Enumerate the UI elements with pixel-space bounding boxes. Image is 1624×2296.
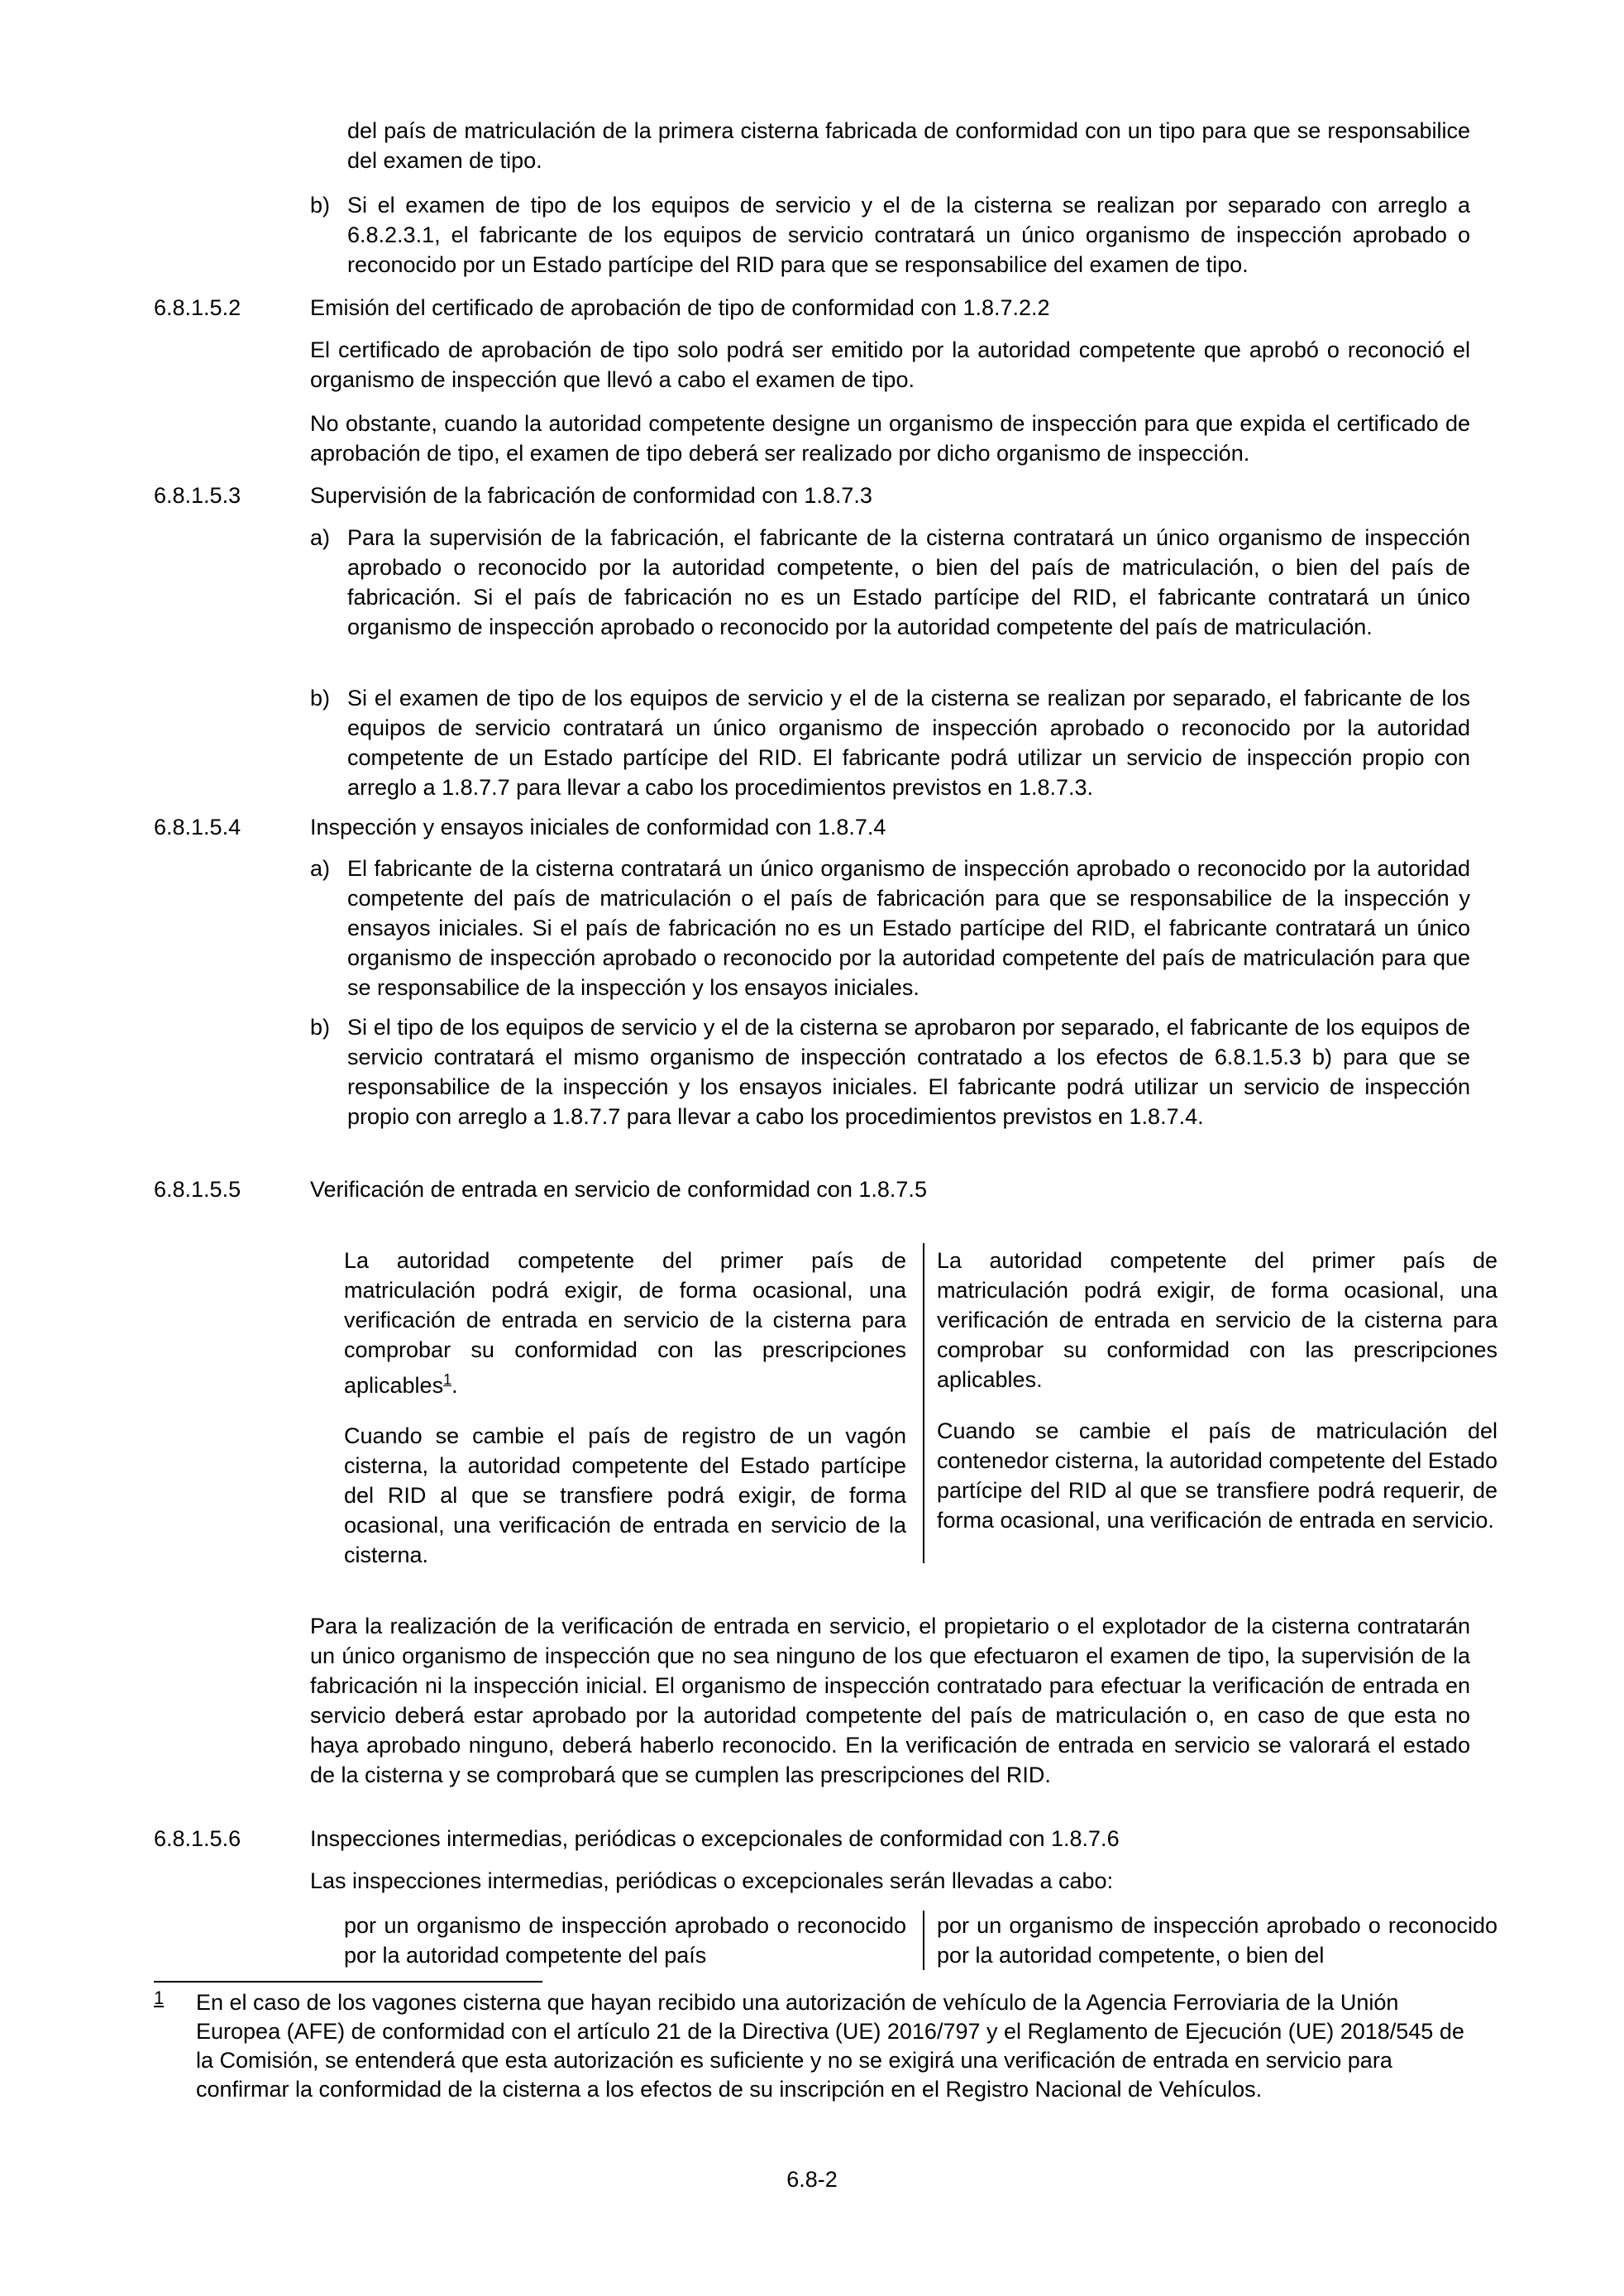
section-number: 6.8.1.5.5 — [154, 1177, 241, 1202]
section-number: 6.8.1.5.2 — [154, 295, 241, 320]
rid-column-paragraph: por un organismo de inspección aprobado o reconocido por la autoridad competente del país — [344, 1913, 906, 1968]
item-b-text: Si el examen de tipo de los equipos de servicio y el de la cisterna se realizan por separado con arreglo a 6.8.2.3.1, el fabricante de los equipos de servicio contratará un único organismo de inspección aprobado o reconocido por un Estado partícipe del RID para que se responsabilice del examen de tipo. — [347, 193, 1470, 277]
item-label: a) — [310, 525, 331, 550]
section-heading: Supervisión de la fabricación de conformidad con 1.8.7.3 — [310, 483, 872, 508]
section-heading: Inspección y ensayos iniciales de conformidad con 1.8.7.4 — [310, 815, 886, 839]
item-label: b) — [310, 1015, 331, 1040]
section-heading: Inspecciones intermedias, periódicas o excepcionales de conformidad con 1.8.7.6 — [310, 1826, 1120, 1851]
paragraph: Las inspecciones intermedias, periódicas o excepcionales serán llevadas a cabo: — [310, 1868, 1114, 1893]
footnote-mark: 1 — [154, 1987, 165, 2008]
section-heading: Verificación de entrada en servicio de conformidad con 1.8.7.5 — [310, 1177, 927, 1202]
page-number: 6.8-2 — [786, 2167, 838, 2192]
section-number: 6.8.1.5.4 — [154, 815, 241, 839]
item-a-text: El fabricante de la cisterna contratará un único organismo de inspección aprobado o reconocido por la autoridad competente del país de matriculación o el país de fabricación para que se responsabilice de la inspección y ensayos iniciales. Si el país de fabricación no es un Estado partícipe del RID, el fabricante contratará un único organismo de inspección aprobado o reconocido por la autoridad competente del país de matriculación para que se responsabilice de la inspección y los ensayos iniciales. — [347, 856, 1470, 1000]
paragraph: Para la realización de la verificación de entrada en servicio, el propietario o el explotador de la cisterna contratarán un único organismo de inspección que no sea ninguno de los que efectuaron el examen de tipo, la supervisión de la fabricación ni la inspección inicial. El organismo de inspección contratado para efectuar la verificación de entrada en servicio deberá estar aprobado por la autoridad competente del país de matriculación o, en caso de que esta no haya aprobado ninguno, deberá haberlo reconocido. En la verificación de entrada en servicio se valorará el estado de la cisterna y se comprobará que se cumplen las prescripciones del RID. — [310, 1614, 1470, 1787]
item-b-text: Si el examen de tipo de los equipos de servicio y el de la cisterna se realizan por separado, el fabricante de los equipos de servicio contratará un único organismo de inspección aprobado o reconocido por la autoridad competente de un Estado partícipe del RID. El fabricante podrá utilizar un servicio de inspección propio con arreglo a 1.8.7.7 para llevar a cabo los procedimientos previstos en 1.8.7.3. — [347, 686, 1470, 800]
section-heading: Emisión del certificado de aprobación de tipo de conformidad con 1.8.7.2.2 — [310, 295, 1050, 320]
section-number: 6.8.1.5.3 — [154, 483, 241, 508]
item-label: b) — [310, 193, 331, 218]
item-b-text: Si el tipo de los equipos de servicio y el de la cisterna se aprobaron por separado, el fabricante de los equipos de servicio contratará el mismo organismo de inspección contratado a los efectos de 6.8.1.5.3 b) para que se responsabilice de la inspección y los ensayos iniciales. El fabricante podrá utilizar un servicio de inspección propio con arreglo a 1.8.7.7 para llevar a cabo los procedimientos previstos en 1.8.7.4. — [347, 1015, 1470, 1129]
adr-column-paragraph: por un organismo de inspección aprobado o reconocido por la autoridad competente, o bien del — [937, 1913, 1497, 1968]
column-divider — [923, 1243, 924, 1563]
adr-column-paragraph: Cuando se cambie el país de matriculación del contenedor cisterna, la autoridad competente del Estado partícipe del RID al que se transfiere podrá requerir, de forma ocasional, una verificación de entrada en servicio. — [937, 1418, 1497, 1533]
footnote-reference[interactable]: 1 — [443, 1371, 452, 1388]
section-number: 6.8.1.5.6 — [154, 1826, 241, 1851]
adr-column-paragraph: La autoridad competente del primer país de matriculación podrá exigir, de forma ocasional, una verificación de entrada en servicio de la cisterna para comprobar su conformidad con las prescripciones aplicables. — [937, 1248, 1497, 1392]
rid-column-paragraph: Cuando se cambie el país de registro de un vagón cisterna, la autoridad competente del Estado partícipe del RID al que se transfiere podrá exigir, de forma ocasional, una verificación de entrada en servicio de la cisterna. — [344, 1423, 906, 1567]
paragraph: No obstante, cuando la autoridad competente designe un organismo de inspección para que expida el certificado de aprobación de tipo, el examen de tipo deberá ser realizado por dicho organismo de inspección. — [310, 411, 1470, 466]
rid-column-paragraph: La autoridad competente del primer país de matriculación podrá exigir, de forma ocasional, una verificación de entrada en servicio de la cisterna para comprobar su conformidad con las prescripciones aplicables$^1$. — [344, 1248, 906, 1398]
item-label: a) — [310, 856, 331, 881]
continued-paragraph: del país de matriculación de la primera cisterna fabricada de conformidad con un tipo para que se responsabilice del examen de tipo. — [347, 118, 1470, 173]
item-a-text: Para la supervisión de la fabricación, el fabricante de la cisterna contratará un único organismo de inspección aprobado o reconocido por la autoridad competente, o bien del país de matriculación, o bien del país de fabricación. Si el país de fabricación no es un Estado partícipe del RID, el fabricante contratará un único organismo de inspección aprobado o reconocido por la autoridad competente del país de matriculación. — [347, 525, 1470, 639]
paragraph: El certificado de aprobación de tipo solo podrá ser emitido por la autoridad competente que aprobó o reconoció el organismo de inspección que llevó a cabo el examen de tipo. — [310, 337, 1470, 392]
item-label: b) — [310, 686, 331, 710]
footnote-separator — [154, 1981, 542, 1983]
footnote-text: En el caso de los vagones cisterna que hayan recibido una autorización de vehículo de la Agencia Ferroviaria de la Unión Europea (AFE) de conformidad con el artículo 21 de la Directiva (UE) 2016/797 y el Reglamento de Ejecución (UE) 2018/545 de la Comisión, se entenderá que esta autorización es suficiente y no se exigirá una verificación de entrada en servicio para confirmar la conformidad de la cisterna a los efectos de su inscripción en el Registro Nacional de Vehículos. — [196, 1990, 1464, 2102]
column-divider — [923, 1911, 924, 1970]
